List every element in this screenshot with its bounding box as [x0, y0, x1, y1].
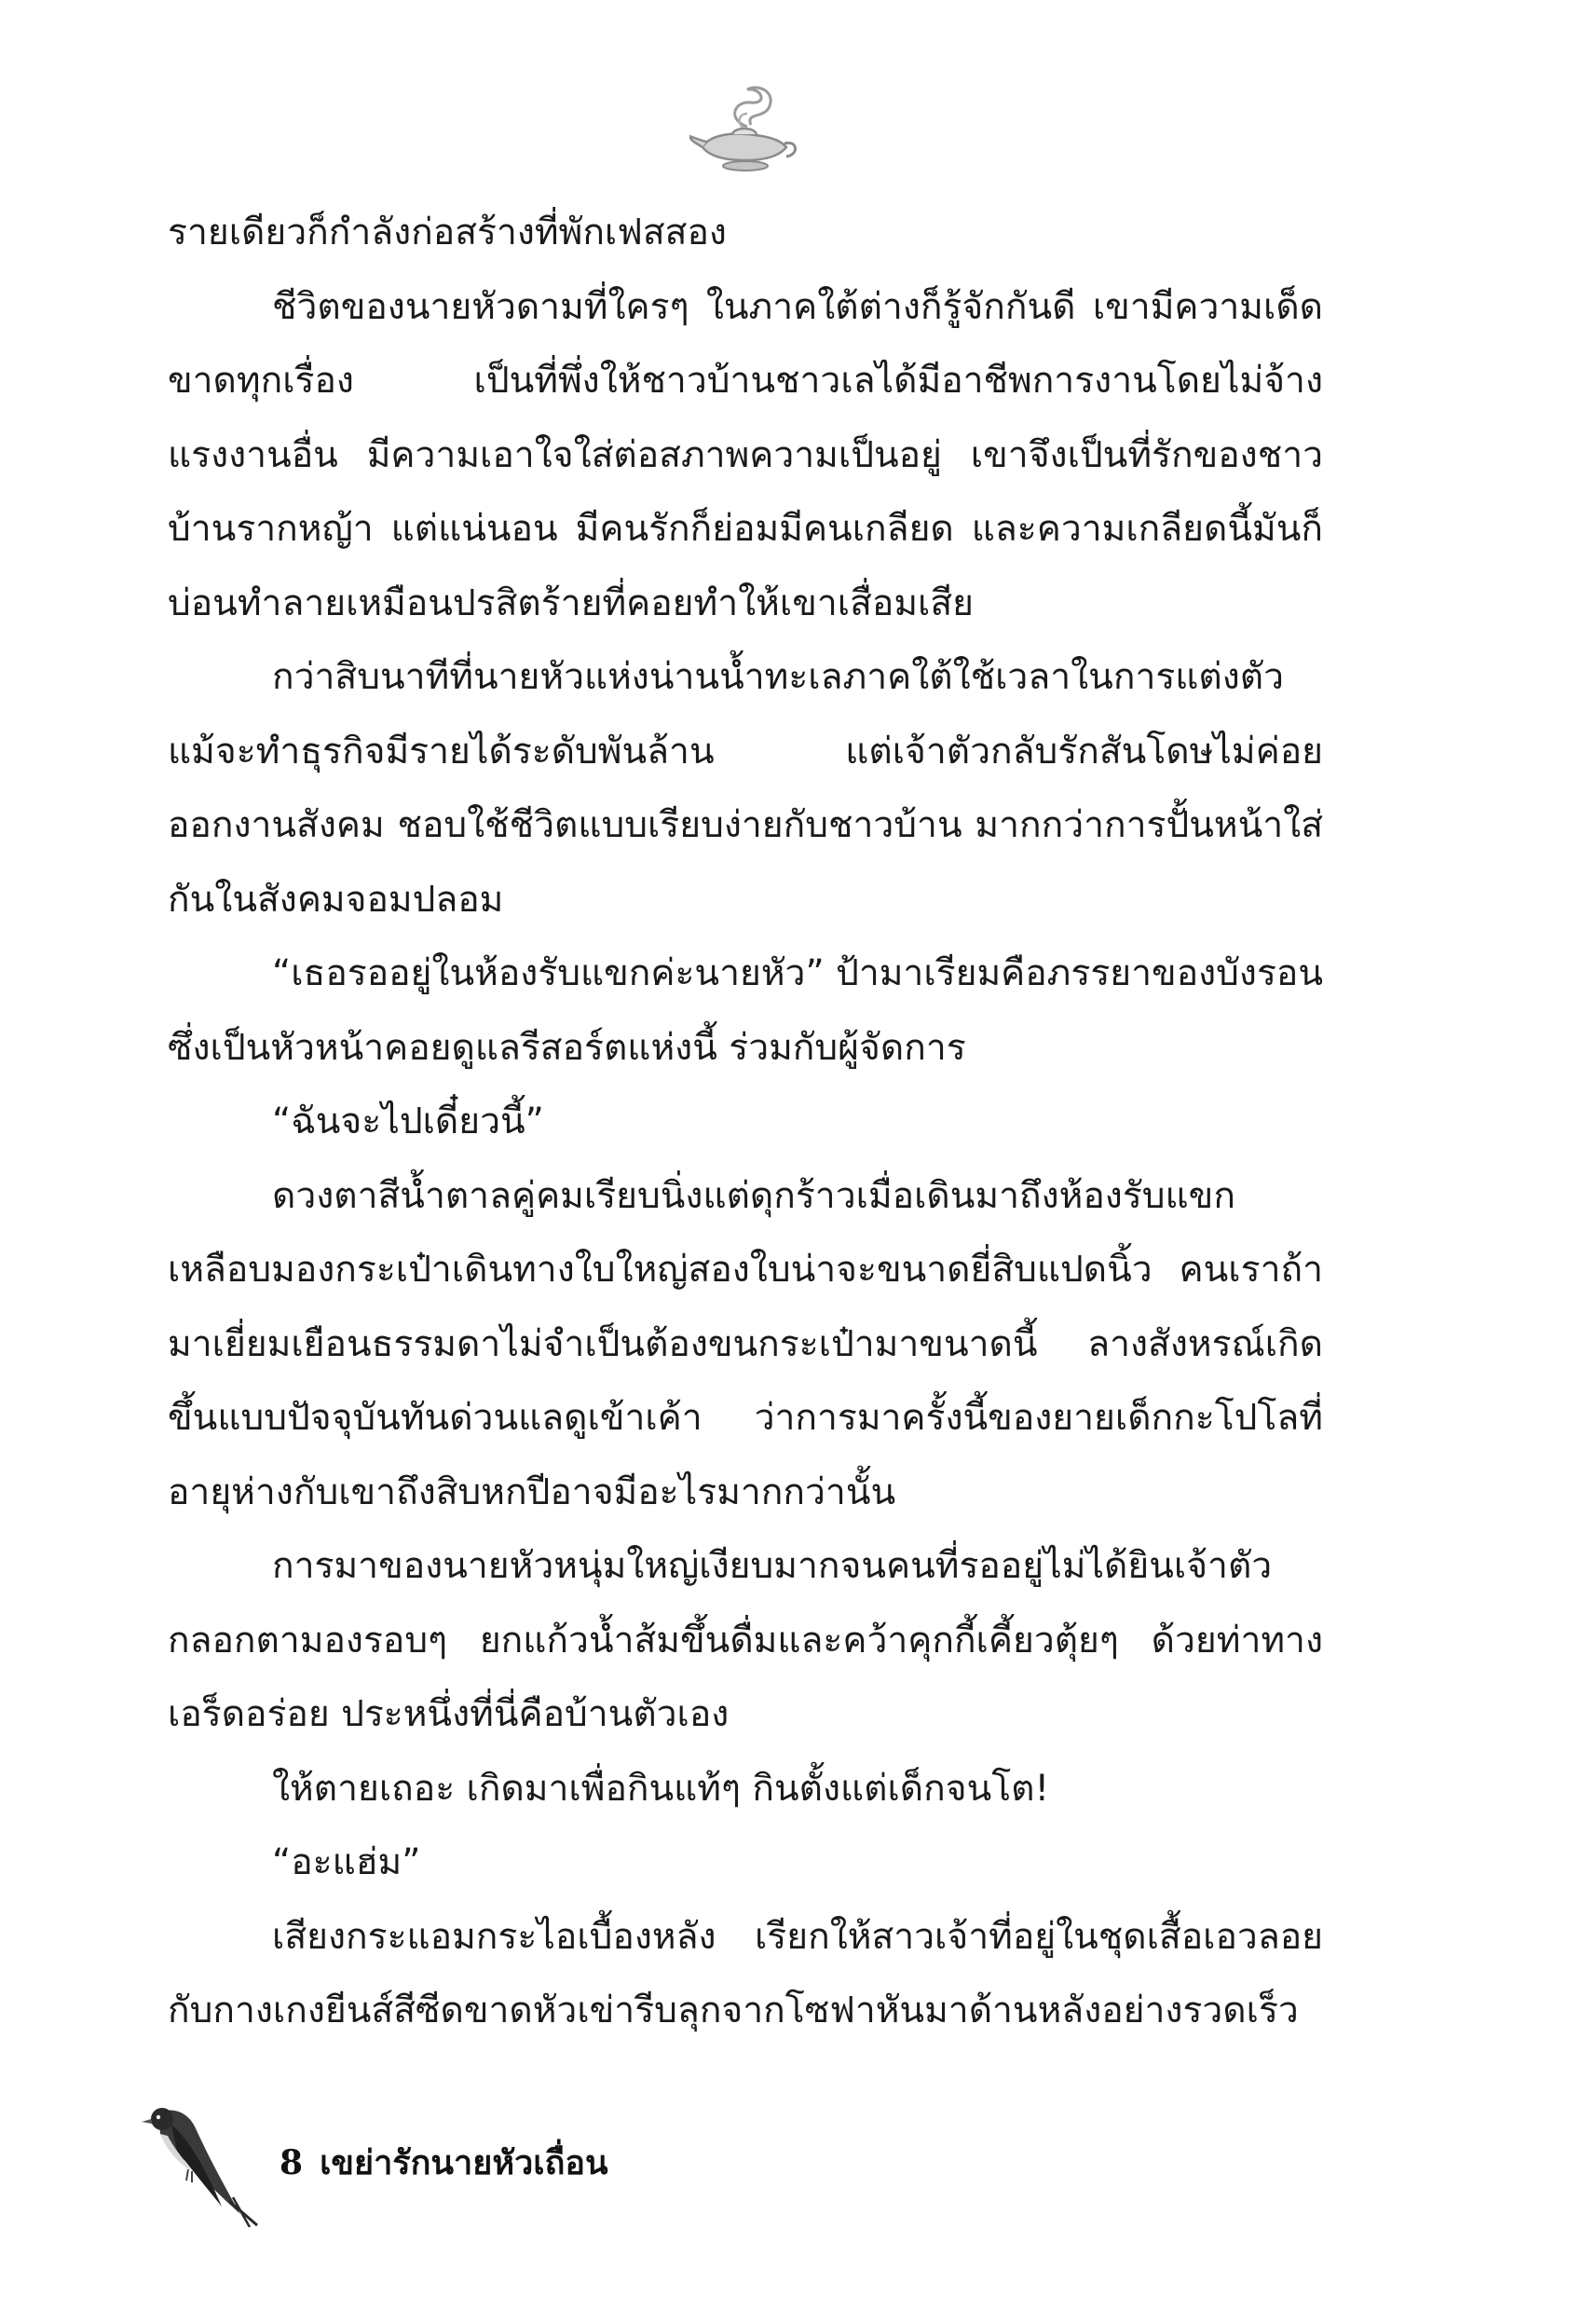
swallow-bird-icon: [140, 2097, 261, 2227]
paragraph: “เธอรออยู่ในห้องรับแขกค่ะนายหัว” ป้ามาเรียมคือภรรยาของบังรอน ซึ่งเป็นหัวหน้าคอยดูแลรีสอร์ตแห่งนี้ ร่วมกับผู้จัดการ: [168, 952, 1323, 1069]
paragraph: ให้ตายเถอะ เกิดมาเพื่อกินแท้ๆ กินตั้งแต่เด็กจนโต!: [272, 1767, 1050, 1810]
paragraph: กว่าสิบนาทีที่นายหัวแห่งน่านน้ำทะเลภาคใต้ใช้เวลาในการแต่งตัว แม้จะทำธุรกิจมีรายได้ระดับพันล้าน แต่เจ้าตัวกลับรักสันโดษไม่ค่อยออกงานสังคม ชอบใช้ชีวิตแบบเรียบง่ายกับชาวบ้าน มากกว่าการปั้นหน้าใส่กันในสังคมจอมปลอม: [168, 656, 1323, 921]
paragraph: ชีวิตของนายหัวดามที่ใครๆ ในภาคใต้ต่างก็รู้จักกันดี เขามีความเด็ดขาดทุกเรื่อง เป็นที่พึ่งให้ชาวบ้านชาวเลได้มีอาชีพการงานโดยไม่จ้างแรงงานอื่น มีความเอาใจใส่ต่อสภาพความเป็นอยู่ เขาจึงเป็นที่รักของชาวบ้านรากหญ้า แต่แน่นอน มีคนรักก็ย่อมมีคนเกลียด และความเกลียดนี้มันก็บ่อนทำลายเหมือนปรสิตร้ายที่คอยทำให้เขาเสื่อมเสีย: [168, 285, 1323, 624]
paragraph: เสียงกระแอมกระไอเบื้องหลัง เรียกให้สาวเจ้าที่อยู่ในชุดเสื้อเอวลอยกับกางเกงยีนส์สีซีดขาดหัวเข่ารีบลุกจากโซฟาหันมาด้านหลังอย่างรวดเร็ว: [168, 1915, 1323, 2031]
teapot-genie-ornament-icon: [689, 82, 801, 175]
paragraph: “อะแฮ่ม”: [272, 1841, 421, 1883]
page-footer: [140, 2097, 792, 2246]
paragraph: การมาของนายหัวหนุ่มใหญ่เงียบมากจนคนที่รออยู่ไม่ได้ยินเจ้าตัวกลอกตามองรอบๆ ยกแก้วน้ำส้มขึ้นดื่มและคว้าคุกกี้เคี้ยวตุ้ยๆ ด้วยท่าทางเอร็ดอร่อย ประหนึ่งที่นี่คือบ้านตัวเอง: [168, 1545, 1323, 1735]
book-title: เขย่ารักนายหัวเถื่อน: [320, 2143, 608, 2182]
page-number: 8: [280, 2143, 304, 2182]
text-body: [168, 196, 1323, 2048]
paragraph: ดวงตาสีน้ำตาลคู่คมเรียบนิ่งแต่ดุกร้าวเมื่อเดินมาถึงห้องรับแขกเหลือบมองกระเป๋าเดินทางใบใหญ่สองใบน่าจะขนาดยี่สิบแปดนิ้ว คนเราถ้ามาเยี่ยมเยือนธรรมดาไม่จำเป็นต้องขนกระเป๋ามาขนาดนี้ ลางสังหรณ์เกิดขึ้นแบบปัจจุบันทันด่วนแลดูเข้าเค้า ว่าการมาครั้งนี้ของยายเด็กกะโปโลที่อายุห่างกับเขาถึงสิบหกปีอาจมีอะไรมากกว่านั้น: [168, 1174, 1323, 1513]
footer-text: [280, 2136, 625, 2189]
paragraph: รายเดียวก็กำลังก่อสร้างที่พักเฟสสอง: [168, 212, 727, 253]
paragraph: “ฉันจะไปเดี๋ยวนี้”: [272, 1101, 544, 1142]
